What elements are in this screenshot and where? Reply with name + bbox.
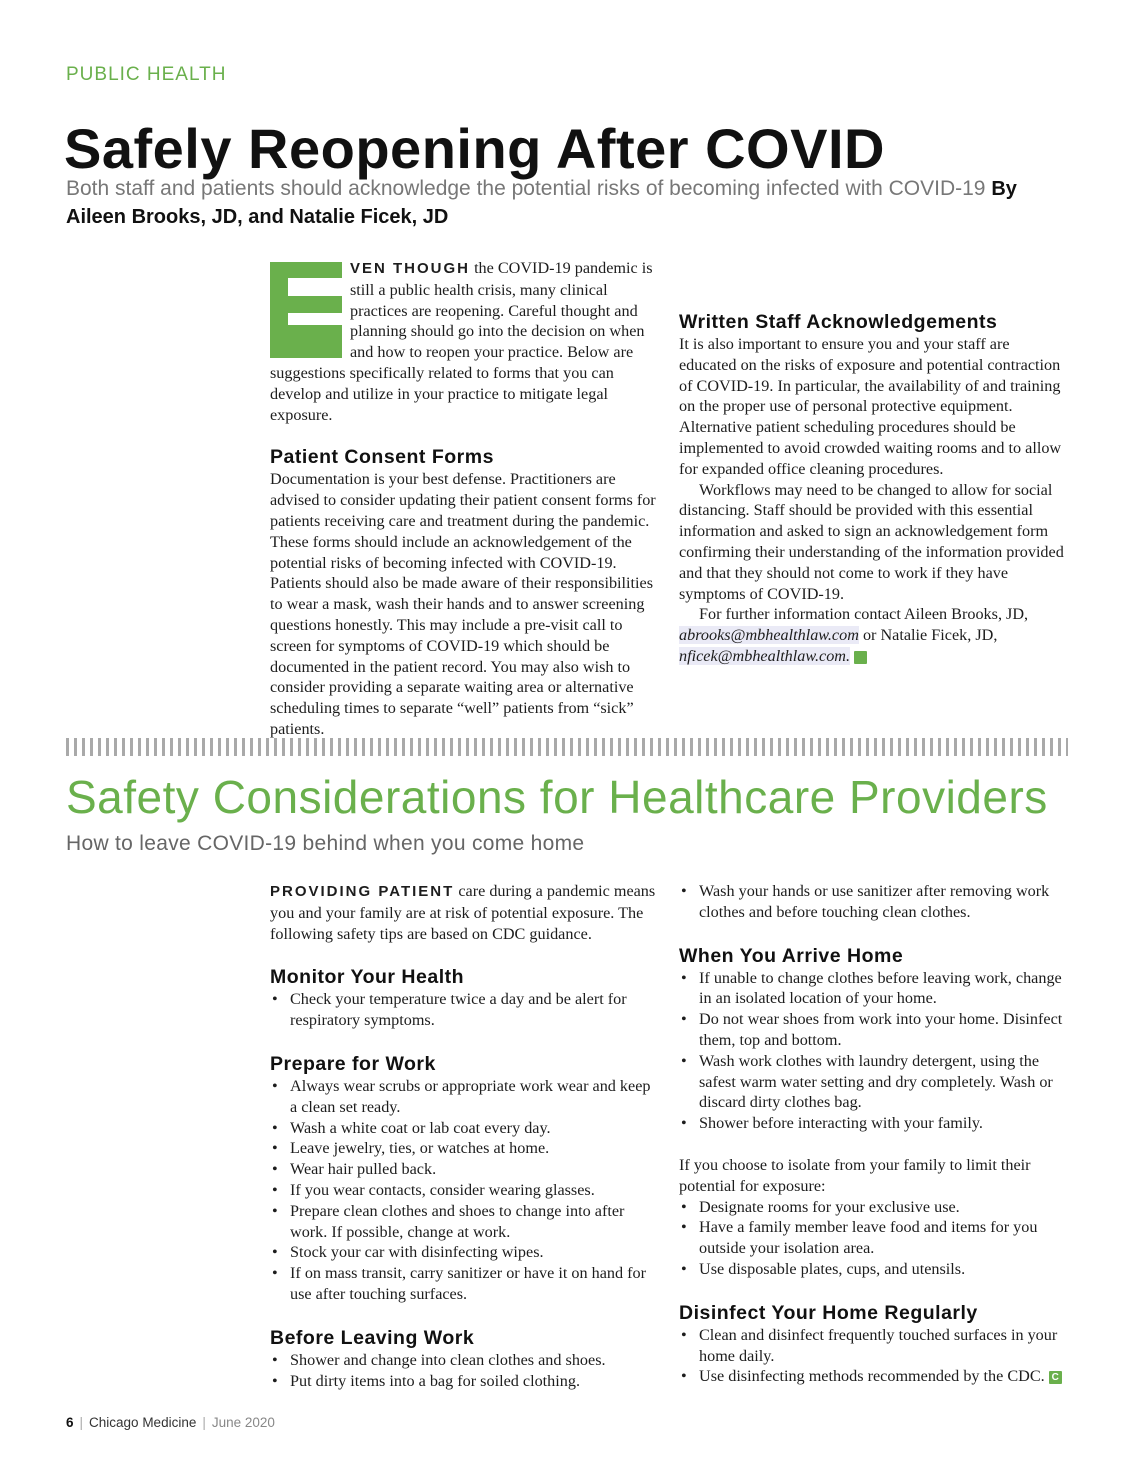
heading-disinfect-home: Disinfect Your Home Regularly xyxy=(679,1301,978,1324)
list-item: • Have a family member leave food and items for you outside your isolation area. xyxy=(679,1217,1067,1259)
article-2-column-2 xyxy=(679,881,1067,1387)
section-label: PUBLIC HEALTH xyxy=(66,64,227,85)
list-item: • Wash work clothes with laundry detergent, using the safest warm water setting and dry completely. Wash or discard dirty clothes bag. xyxy=(679,1051,1067,1113)
list-item: • Wash your hands or use sanitizer after removing work clothes and before touching clean clothes. xyxy=(679,881,1067,923)
byline: By Aileen Brooks, JD, and Natalie Ficek, JD xyxy=(66,178,1017,228)
contact-pre: For further information contact Aileen Brooks, JD, xyxy=(699,605,1029,624)
paragraph-staff-1: It is also important to ensure you and your staff are educated on the risks of exposure and potential contraction of COVID-19. In particular, the availability of and training on the proper use of personal protective equipment. Alternative patient scheduling procedures should be implemented to avoid crowded waiting rooms and to allow for expanded office cleaning procedures. xyxy=(679,335,1062,478)
list-item: • Designate rooms for your exclusive use. xyxy=(679,1197,1067,1218)
paragraph-consent: Documentation is your best defense. Practitioners are advised to consider updating their patient consent forms for patients receiving care and treatment during the pandemic. These forms should include an acknowledgement of the potential risks of becoming infected with COVID-19. Patients should also be made aware of their responsibilities to wear a mask, wash their hands and to answer screening questions honestly. This may include a pre-visit call to screen for symptoms of COVID-19 which should be documented in the patient record. You may also wish to consider providing a separate waiting area or alternative scheduling times to separate “well” patients from “sick” patients. xyxy=(270,470,656,738)
list-item: • If unable to change clothes before leaving work, change in an isolated location of your home. xyxy=(679,968,1067,1010)
list-item: • If you wear contacts, consider wearing glasses. xyxy=(270,1180,658,1201)
list-item: • Put dirty items into a bag for soiled clothing. xyxy=(270,1371,658,1392)
list-item: • Prepare clean clothes and shoes to change into after work. If possible, change at work. xyxy=(270,1201,658,1243)
monitor-list xyxy=(270,989,658,1031)
heading-monitor-health: Monitor Your Health xyxy=(270,966,465,989)
heading-patient-consent: Patient Consent Forms xyxy=(270,446,494,469)
list-item: • If on mass transit, carry sanitizer or have it on hand for use after touching surfaces. xyxy=(270,1263,658,1305)
list-item xyxy=(679,1366,1067,1387)
footer-separator: | xyxy=(79,1415,84,1430)
leaving-list-part-2 xyxy=(679,881,1067,923)
leaving-list-part-1 xyxy=(270,1350,658,1392)
list-item: • Use disposable plates, cups, and utensils. xyxy=(679,1259,1067,1280)
list-item: • Do not wear shoes from work into your home. Disinfect them, top and bottom. xyxy=(679,1009,1067,1051)
end-mark-icon: C xyxy=(1049,1371,1062,1384)
heading-prepare-work: Prepare for Work xyxy=(270,1052,436,1075)
arrive-list xyxy=(679,968,1067,1134)
footer-separator: | xyxy=(202,1415,206,1430)
section-divider xyxy=(66,738,1068,756)
list-item: • Always wear scrubs or appropriate work wear and keep a clean set ready. xyxy=(270,1076,658,1118)
contact-mid: or Natalie Ficek, JD, xyxy=(862,626,998,645)
list-item: • Clean and disinfect frequently touched surfaces in your home daily. xyxy=(679,1325,1067,1367)
issue-date: June 2020 xyxy=(211,1415,275,1430)
heading-staff-acknowledgements: Written Staff Acknowledgements xyxy=(679,311,998,333)
page-footer xyxy=(66,1415,275,1430)
paragraph-contact xyxy=(679,604,1067,666)
subtitle-text: Both staff and patients should acknowledge the potential risks of becoming infected with COVID-19 xyxy=(66,177,986,200)
article-2-column-1 xyxy=(270,881,658,1391)
page-number: 6 xyxy=(66,1415,74,1430)
list-item-text: Use disinfecting methods recommended by the CDC. xyxy=(699,1367,1045,1386)
email-link-brooks[interactable]: abrooks@mbhealthlaw.com xyxy=(679,626,859,645)
intro-leadin: VEN THOUGH xyxy=(350,260,471,277)
column-2-body xyxy=(679,258,1067,667)
dropcap-e-icon xyxy=(270,262,342,358)
article-2-title: Safety Considerations for Healthcare Providers xyxy=(66,771,1048,823)
list-item: • Wash a white coat or lab coat every day. xyxy=(270,1118,658,1139)
paragraph-staff-2: Workflows may need to be changed to allow for social distancing. Staff should be provided with this essential information and asked to sign an acknowledgement form confirming their understanding of the information provided and that they should not come to work if they have symptoms of COVID-19. xyxy=(679,480,1064,603)
list-item: • Wear hair pulled back. xyxy=(270,1159,658,1180)
article-2-subtitle: How to leave COVID-19 behind when you come home xyxy=(66,832,585,855)
disinfect-list xyxy=(679,1325,1067,1387)
publication-name: Chicago Medicine xyxy=(89,1415,197,1430)
isolate-list xyxy=(679,1197,1067,1280)
list-item: • Shower before interacting with your family. xyxy=(679,1113,1067,1134)
list-item: • Check your temperature twice a day and be alert for respiratory symptoms. xyxy=(270,989,658,1031)
article-column-2 xyxy=(679,258,1067,667)
isolate-intro: If you choose to isolate from your family to limit their potential for exposure: xyxy=(679,1155,1031,1195)
list-item: • Stock your car with disinfecting wipes. xyxy=(270,1242,658,1263)
heading-before-leaving: Before Leaving Work xyxy=(270,1326,475,1349)
list-item: • Shower and change into clean clothes and shoes. xyxy=(270,1350,658,1371)
list-item: • Leave jewelry, ties, or watches at home. xyxy=(270,1138,658,1159)
article-subtitle xyxy=(66,175,1026,231)
article-column-1 xyxy=(270,258,658,740)
end-mark-icon: C xyxy=(854,651,867,664)
prepare-list xyxy=(270,1076,658,1305)
article-2-intro-text: care during a pandemic means you and your family are at risk of potential exposure. The following safety tips are based on CDC guidance. xyxy=(270,882,656,943)
article-title: Safely Reopening After COVID xyxy=(64,117,885,180)
email-link-ficek[interactable]: nficek@mbhealthlaw.com. xyxy=(679,646,851,665)
article-2-intro xyxy=(270,881,658,944)
article-2-leadin: PROVIDING PATIENT xyxy=(270,883,455,900)
intro-text: the COVID-19 pandemic is still a public health crisis, many clinical practices are reopening. Careful thought and planning should go into the decision on when and how to reopen your practice. Below are suggestions specifically related to forms that you can develop and utilize in your practice to mitigate legal exposure. xyxy=(270,259,653,424)
heading-arrive-home: When You Arrive Home xyxy=(679,944,904,967)
